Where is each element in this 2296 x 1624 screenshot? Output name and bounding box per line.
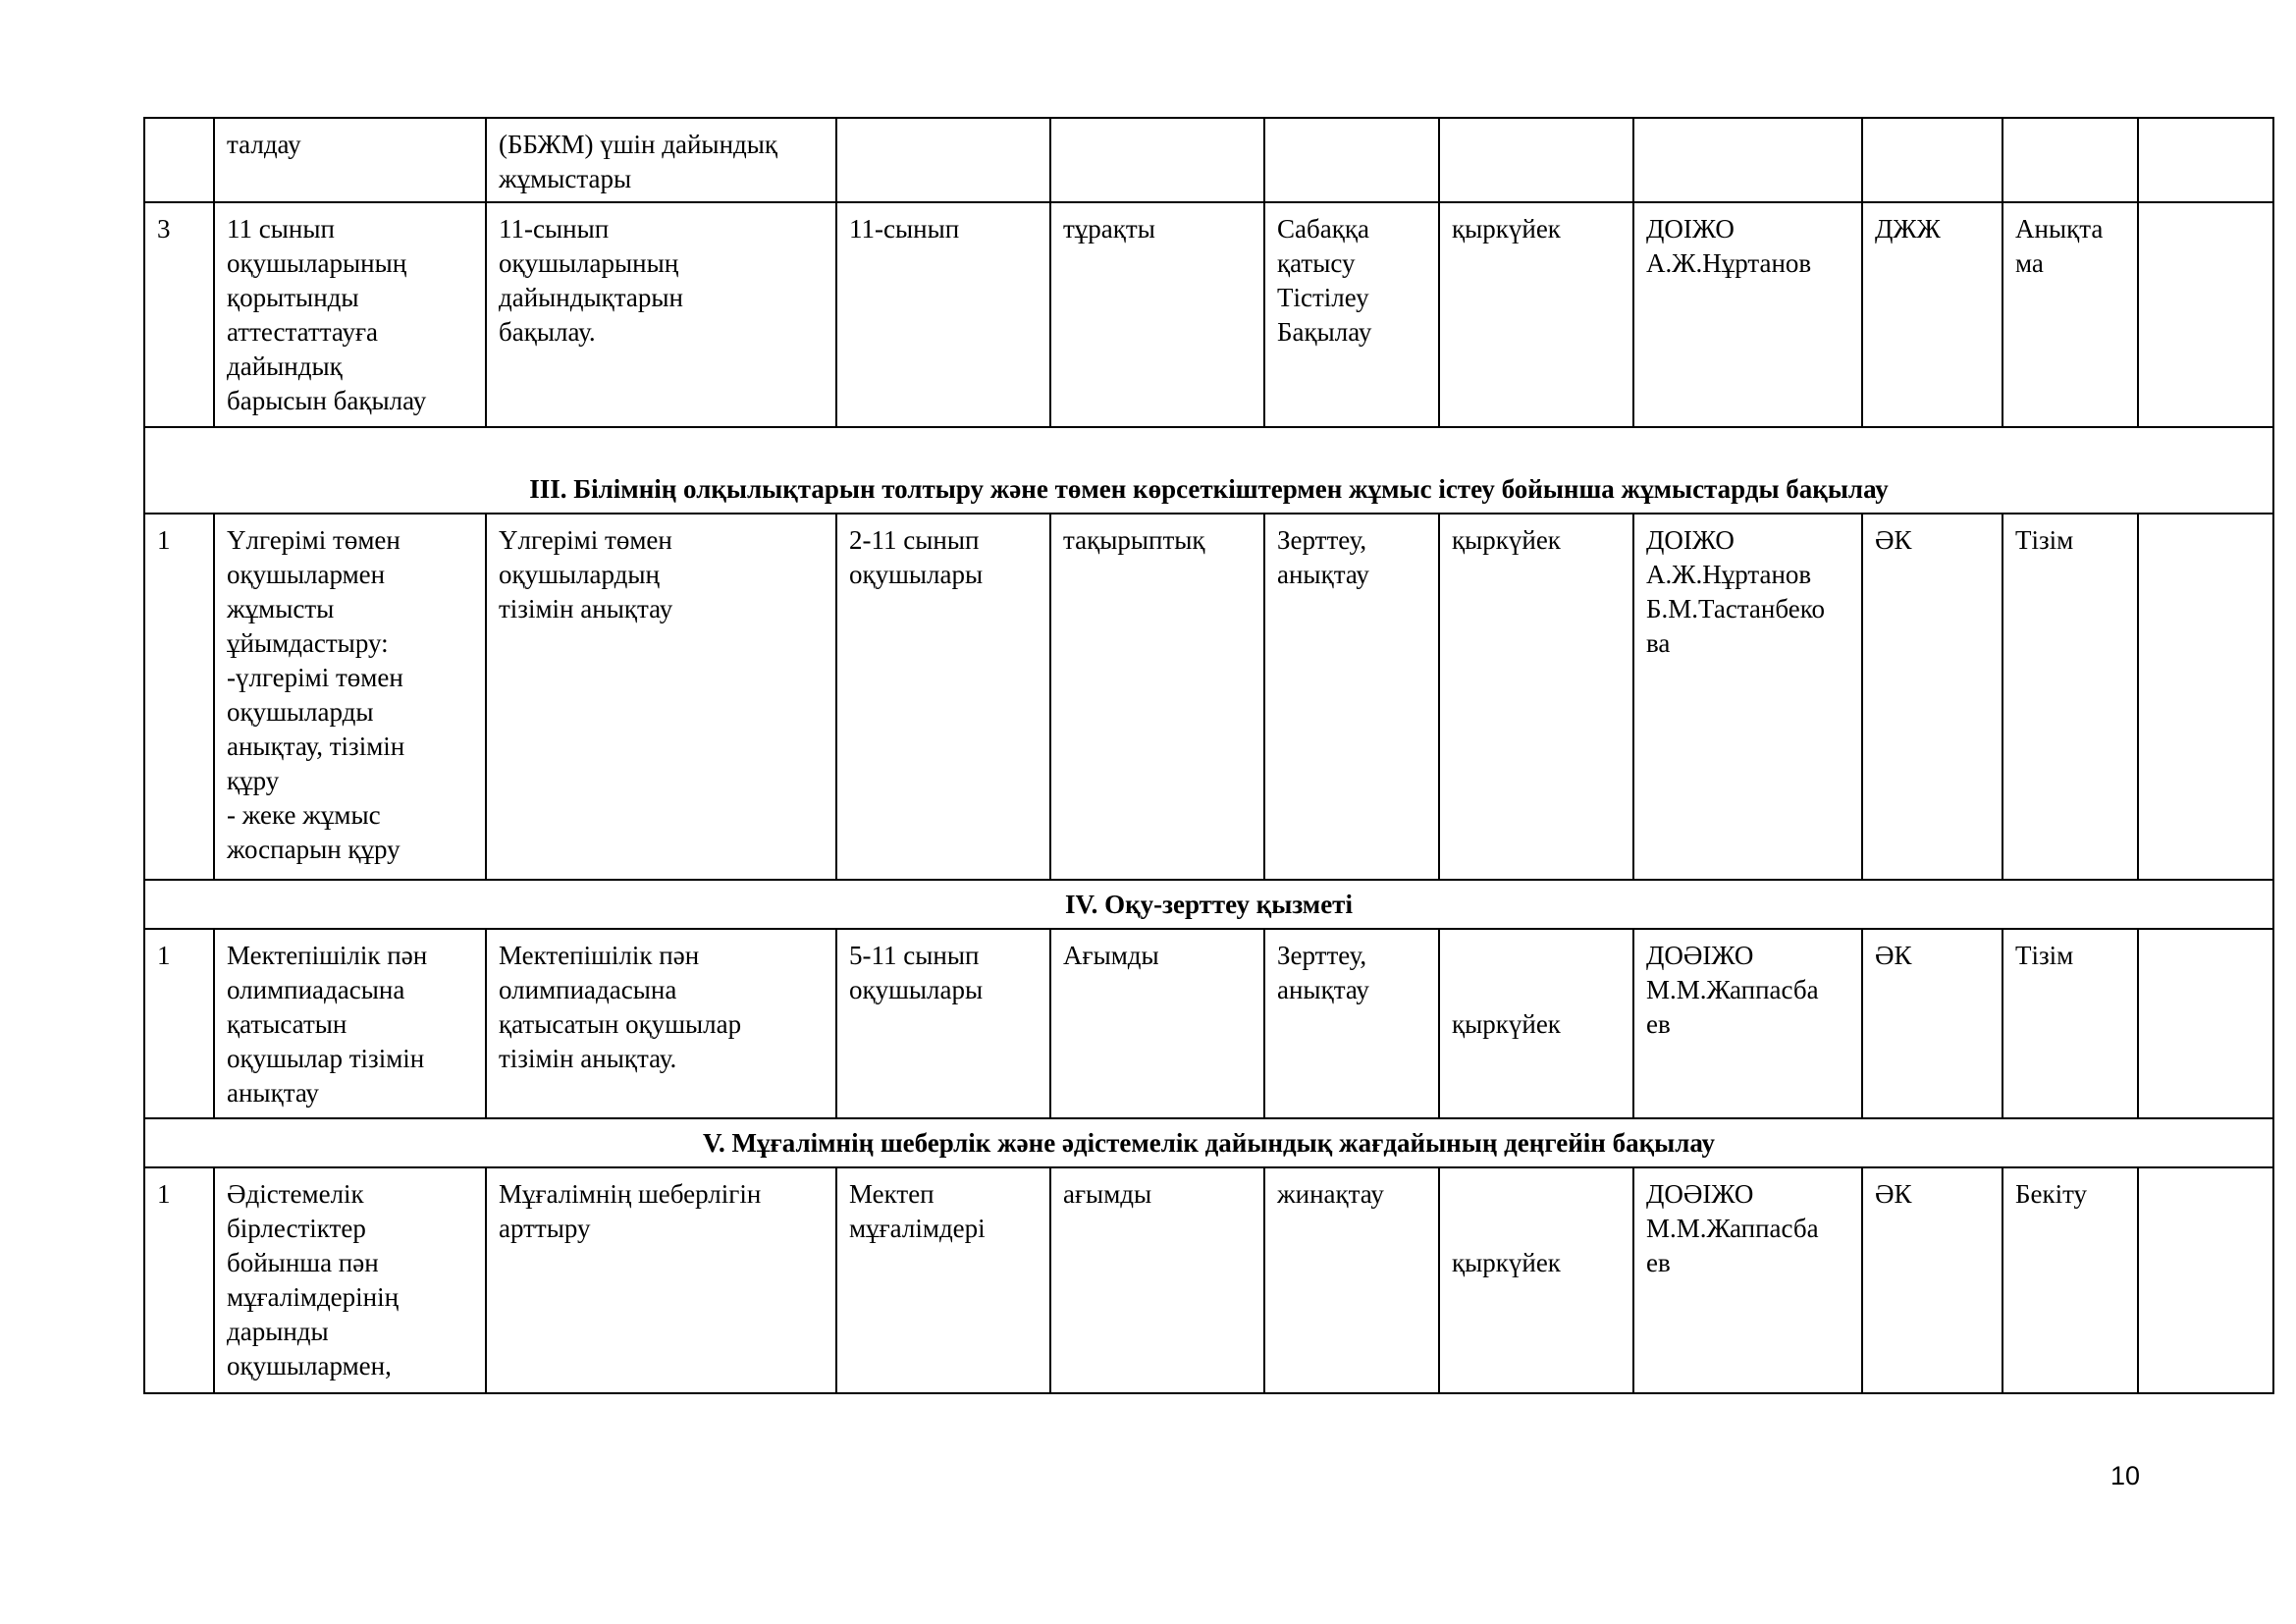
cell-line: 3	[157, 214, 171, 244]
responsible-cell	[1633, 929, 1862, 1118]
cell-line: оқушылары	[849, 560, 984, 589]
cell-line: 2-11 сынып	[849, 525, 980, 555]
review-cell	[1862, 202, 2002, 427]
cell-line: М.М.Жаппасба	[1646, 975, 1819, 1004]
cell-line: қыркүйек	[1452, 525, 1561, 555]
cell-line: анықтау, тізімін	[227, 731, 405, 761]
cell-line: -үлгерімі төмен	[227, 663, 403, 692]
cell-line: - жеке жұмыс	[227, 800, 381, 830]
cell-line: Үлгерімі төмен	[499, 525, 672, 555]
cell-line: құру	[227, 766, 280, 795]
cell-line: ДОӘІЖО	[1646, 941, 1754, 970]
cell-line: қорытынды	[227, 283, 359, 312]
review-cell	[1862, 118, 2002, 202]
object-cell	[836, 1167, 1050, 1393]
section-header-row	[144, 880, 2273, 929]
table-row	[144, 118, 2273, 202]
cell-line: 11-сынып	[849, 214, 960, 244]
cell-line: мұғалімдерінің	[227, 1282, 400, 1312]
cell-line: олимпиадасына	[499, 975, 677, 1004]
result-cell	[2002, 1167, 2138, 1393]
cell-line: тізімін анықтау.	[499, 1044, 677, 1073]
cell-line: барысын бақылау	[227, 386, 427, 415]
goal-cell	[486, 202, 836, 427]
cell-line: А.Ж.Нұртанов	[1646, 560, 1812, 589]
extra-cell	[2138, 202, 2273, 427]
goal-cell	[486, 514, 836, 880]
topic-cell	[214, 1167, 486, 1393]
cell-line: қатысу	[1277, 248, 1356, 278]
cell-line: қатысатын	[227, 1009, 347, 1039]
control-type-cell	[1050, 202, 1264, 427]
topic-cell	[214, 514, 486, 880]
cell-line: 1	[157, 941, 171, 970]
result-cell	[2002, 514, 2138, 880]
cell-line: дарынды	[227, 1317, 329, 1346]
cell-line: дайындықтарын	[499, 283, 683, 312]
cell-line: мұғалімдері	[849, 1214, 986, 1243]
cell-line: тізімін анықтау	[499, 594, 673, 623]
method-cell	[1264, 1167, 1439, 1393]
cell-line: Ағымды	[1063, 941, 1159, 970]
cell-line: жинақтау	[1277, 1179, 1384, 1209]
cell-line: бақылау.	[499, 317, 596, 347]
goal-cell	[486, 1167, 836, 1393]
responsible-cell	[1633, 202, 1862, 427]
cell-line: Бекіту	[2015, 1179, 2088, 1209]
cell-line: Сабаққа	[1277, 214, 1369, 244]
cell-line: олимпиадасына	[227, 975, 405, 1004]
cell-line: ӘК	[1875, 941, 1912, 970]
review-cell	[1862, 929, 2002, 1118]
cell-line: жоспарын құру	[227, 835, 400, 864]
cell-line: анықтау	[227, 1078, 319, 1108]
cell-line: ДЖЖ	[1875, 214, 1941, 244]
cell-line: Мектеп	[849, 1179, 934, 1209]
cell-line: ДОӘІЖО	[1646, 1179, 1754, 1209]
cell-line: дайындық	[227, 352, 343, 381]
cell-line: Әдістемелік	[227, 1179, 364, 1209]
cell-line: қыркүйек	[1452, 1009, 1561, 1039]
cell-line: тақырыптық	[1063, 525, 1205, 555]
section-header-row	[144, 427, 2273, 514]
cell-line: оқушылары	[849, 975, 984, 1004]
extra-cell	[2138, 1167, 2273, 1393]
review-cell	[1862, 514, 2002, 880]
control-type-cell	[1050, 118, 1264, 202]
cell-line: Анықта	[2015, 214, 2104, 244]
deadline-cell	[1439, 1167, 1633, 1393]
cell-line: оқушылар тізімін	[227, 1044, 425, 1073]
cell-line: (ББЖМ) үшін дайындық	[499, 130, 778, 159]
responsible-cell	[1633, 1167, 1862, 1393]
cell-line: Үлгерімі төмен	[227, 525, 400, 555]
cell-line: қыркүйек	[1452, 1248, 1561, 1277]
control-type-cell	[1050, 514, 1264, 880]
cell-line: жұмысты	[227, 594, 335, 623]
table-row	[144, 202, 2273, 427]
cell-line: қыркүйек	[1452, 214, 1561, 244]
cell-line: ва	[1646, 628, 1671, 658]
section-title: IV. Оқу-зерттеу қызметі	[144, 880, 2273, 929]
cell-line: Зерттеу,	[1277, 525, 1367, 555]
section-header-row	[144, 1118, 2273, 1167]
goal-cell	[486, 118, 836, 202]
cell-line: Тізім	[2015, 941, 2074, 970]
cell-line: А.Ж.Нұртанов	[1646, 248, 1812, 278]
method-cell	[1264, 929, 1439, 1118]
extra-cell	[2138, 929, 2273, 1118]
cell-line: 11-сынып	[499, 214, 610, 244]
cell-line: ағымды	[1063, 1179, 1152, 1209]
topic-cell	[214, 118, 486, 202]
cell-line: ДОІЖО	[1646, 214, 1735, 244]
topic-cell	[214, 202, 486, 427]
cell-line: қатысатын оқушылар	[499, 1009, 742, 1039]
method-cell	[1264, 118, 1439, 202]
cell-line: Зерттеу,	[1277, 941, 1367, 970]
cell-line: Мектепішілік пән	[227, 941, 428, 970]
cell-line: ӘК	[1875, 525, 1912, 555]
deadline-cell	[1439, 514, 1633, 880]
cell-line: талдау	[227, 130, 301, 159]
cell-line: оқушыларының	[499, 248, 679, 278]
cell-line: ев	[1646, 1009, 1671, 1039]
result-cell	[2002, 929, 2138, 1118]
object-cell	[836, 514, 1050, 880]
cell-line: бойынша пән	[227, 1248, 379, 1277]
cell-line: оқушыларының	[227, 248, 407, 278]
cell-line: ДОІЖО	[1646, 525, 1735, 555]
cell-line	[1452, 1212, 1621, 1246]
cell-line: Мұғалімнің шеберлігін	[499, 1179, 762, 1209]
cell-line: Мектепішілік пән	[499, 941, 700, 970]
cell-line: оқушылармен	[227, 560, 386, 589]
cell-line	[1452, 1177, 1621, 1212]
cell-line: ӘК	[1875, 1179, 1912, 1209]
table-row	[144, 1167, 2273, 1393]
cell-line: анықтау	[1277, 975, 1369, 1004]
row-number-cell	[144, 929, 214, 1118]
responsible-cell	[1633, 118, 1862, 202]
cell-line: ма	[2015, 248, 2044, 278]
result-cell	[2002, 118, 2138, 202]
cell-line: оқушылармен,	[227, 1351, 392, 1380]
row-number-cell	[144, 1167, 214, 1393]
cell-line: бірлестіктер	[227, 1214, 366, 1243]
cell-line: 1	[157, 1179, 171, 1209]
cell-line: М.М.Жаппасба	[1646, 1214, 1819, 1243]
row-number-cell	[144, 118, 214, 202]
table-row	[144, 929, 2273, 1118]
result-cell	[2002, 202, 2138, 427]
section-title: III. Білімнің олқылықтарын толтыру және төмен көрсеткіштермен жұмыс істеу бойынша жұмыстарды бақылау	[144, 427, 2273, 514]
plan-table	[143, 117, 2274, 1394]
object-cell	[836, 118, 1050, 202]
cell-line: арттыру	[499, 1214, 591, 1243]
cell-line: жұмыстары	[499, 164, 632, 193]
cell-line: оқушыларды	[227, 697, 374, 727]
row-number-cell	[144, 202, 214, 427]
goal-cell	[486, 929, 836, 1118]
control-type-cell	[1050, 929, 1264, 1118]
cell-line: тұрақты	[1063, 214, 1155, 244]
method-cell	[1264, 202, 1439, 427]
table-row	[144, 514, 2273, 880]
extra-cell	[2138, 118, 2273, 202]
cell-line: 5-11 сынып	[849, 941, 980, 970]
cell-line: 11 сынып	[227, 214, 335, 244]
cell-line: 1	[157, 525, 171, 555]
topic-cell	[214, 929, 486, 1118]
review-cell	[1862, 1167, 2002, 1393]
cell-line: Тістілеу	[1277, 283, 1369, 312]
deadline-cell	[1439, 929, 1633, 1118]
cell-line: аттестаттауға	[227, 317, 379, 347]
cell-line: оқушылардың	[499, 560, 660, 589]
section-title: V. Мұғалімнің шеберлік және әдістемелік дайындық жағдайының деңгейін бақылау	[144, 1118, 2273, 1167]
responsible-cell	[1633, 514, 1862, 880]
deadline-cell	[1439, 202, 1633, 427]
object-cell	[836, 202, 1050, 427]
cell-line: анықтау	[1277, 560, 1369, 589]
cell-line: Бақылау	[1277, 317, 1372, 347]
row-number-cell	[144, 514, 214, 880]
extra-cell	[2138, 514, 2273, 880]
object-cell	[836, 929, 1050, 1118]
cell-line: Б.М.Тастанбеко	[1646, 594, 1825, 623]
cell-line: ұйымдастыру:	[227, 628, 389, 658]
deadline-cell	[1439, 118, 1633, 202]
cell-line	[1452, 973, 1621, 1007]
page-number: 10	[2110, 1461, 2141, 1490]
cell-line	[1452, 939, 1621, 973]
control-type-cell	[1050, 1167, 1264, 1393]
cell-line: ев	[1646, 1248, 1671, 1277]
method-cell	[1264, 514, 1439, 880]
cell-line: Тізім	[2015, 525, 2074, 555]
